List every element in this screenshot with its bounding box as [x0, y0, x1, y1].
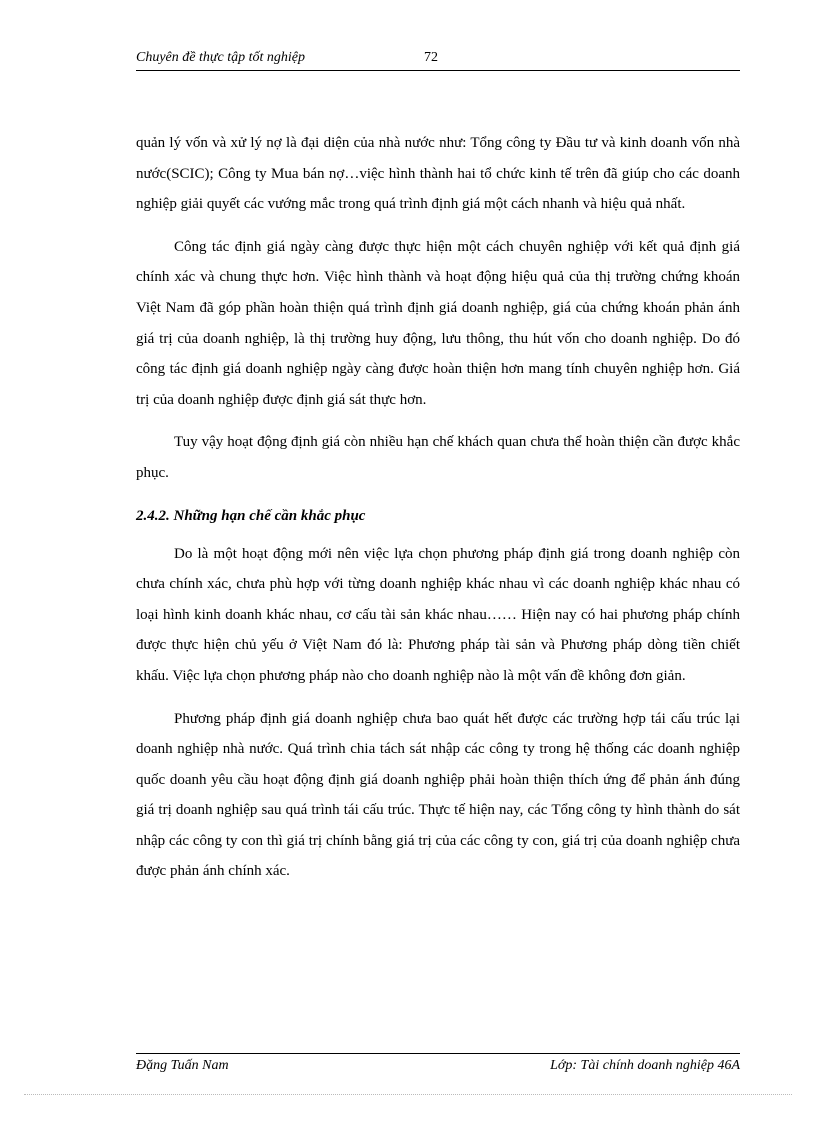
paragraph: Do là một hoạt động mới nên việc lựa chọn phương pháp định giá trong doanh nghiệp còn chưa chính xác, chưa phù hợp với từng doanh nghiệp khác nhau vì các doanh nghiệp khác nhau có loại hình kinh doanh khác nhau, cơ cấu tài sản khác nhau…… Hiện nay có hai phương pháp chính được thực hiện chủ yếu ở Việt Nam đó là: Phương pháp tài sản và Phương pháp dòng tiền chiết khấu. Việc lựa chọn phương pháp nào cho doanh nghiệp nào là một vấn đề không đơn giản. — [136, 545, 740, 684]
page-body — [136, 128, 740, 899]
paragraph: Phương pháp định giá doanh nghiệp chưa bao quát hết được các trường hợp tái cấu trúc lại doanh nghiệp nhà nước. Quá trình chia tách sát nhập các công ty trong hệ thống các doanh nghiệp quốc doanh yêu cầu hoạt động định giá doanh nghiệp phải hoàn thiện thích ứng để phản ánh đúng giá trị doanh nghiệp sau quá trình tái cấu trúc. Thực tế hiện nay, các Tổng công ty hình thành do sát nhập các công ty con thì giá trị chính bằng giá trị của các công ty con, giá trị của doanh nghiệp chưa được phản ánh chính xác. — [136, 710, 740, 880]
page-boundary-line — [24, 1094, 792, 1095]
page-footer — [136, 1053, 740, 1078]
page-number: 72 — [424, 50, 438, 65]
footer-class: Lớp: Tài chính doanh nghiệp 46A — [550, 1058, 740, 1073]
footer-author: Đặng Tuấn Nam — [136, 1058, 229, 1073]
section-heading: 2.4.2. Những hạn chế cần khắc phục — [136, 507, 366, 524]
paragraph-continuation: quản lý vốn và xử lý nợ là đại diện của nhà nước như: Tổng công ty Đầu tư và kinh doanh vốn nhà nước(SCIC); Công ty Mua bán nợ…việc hình thành hai tổ chức kinh tế trên đã giúp cho các doanh nghiệp giải quyết các vướng mắc trong quá trình định giá một cách nhanh và hiệu quả nhất. — [136, 135, 740, 213]
paragraph: Công tác định giá ngày càng được thực hiện một cách chuyên nghiệp với kết quả định giá chính xác và chung thực hơn. Việc hình thành và hoạt động hiệu quả của thị trường chứng khoán Việt Nam đã góp phần hoàn thiện quá trình định giá doanh nghiệp, giá của chứng khoán phản ánh giá trị của doanh nghiệp, là thị trường huy động, lưu thông, thu hút vốn cho doanh nghiệp. Do đó công tác định giá doanh nghiệp ngày càng được hoàn thiện hơn mang tính chuyên nghiệp hơn. Giá trị của doanh nghiệp được định giá sát thực hơn. — [136, 238, 740, 408]
page-header — [136, 48, 740, 71]
header-title: Chuyên đề thực tập tốt nghiệp — [136, 50, 305, 65]
paragraph: Tuy vậy hoạt động định giá còn nhiều hạn chế khách quan chưa thể hoàn thiện cần được khắc phục. — [136, 434, 740, 481]
